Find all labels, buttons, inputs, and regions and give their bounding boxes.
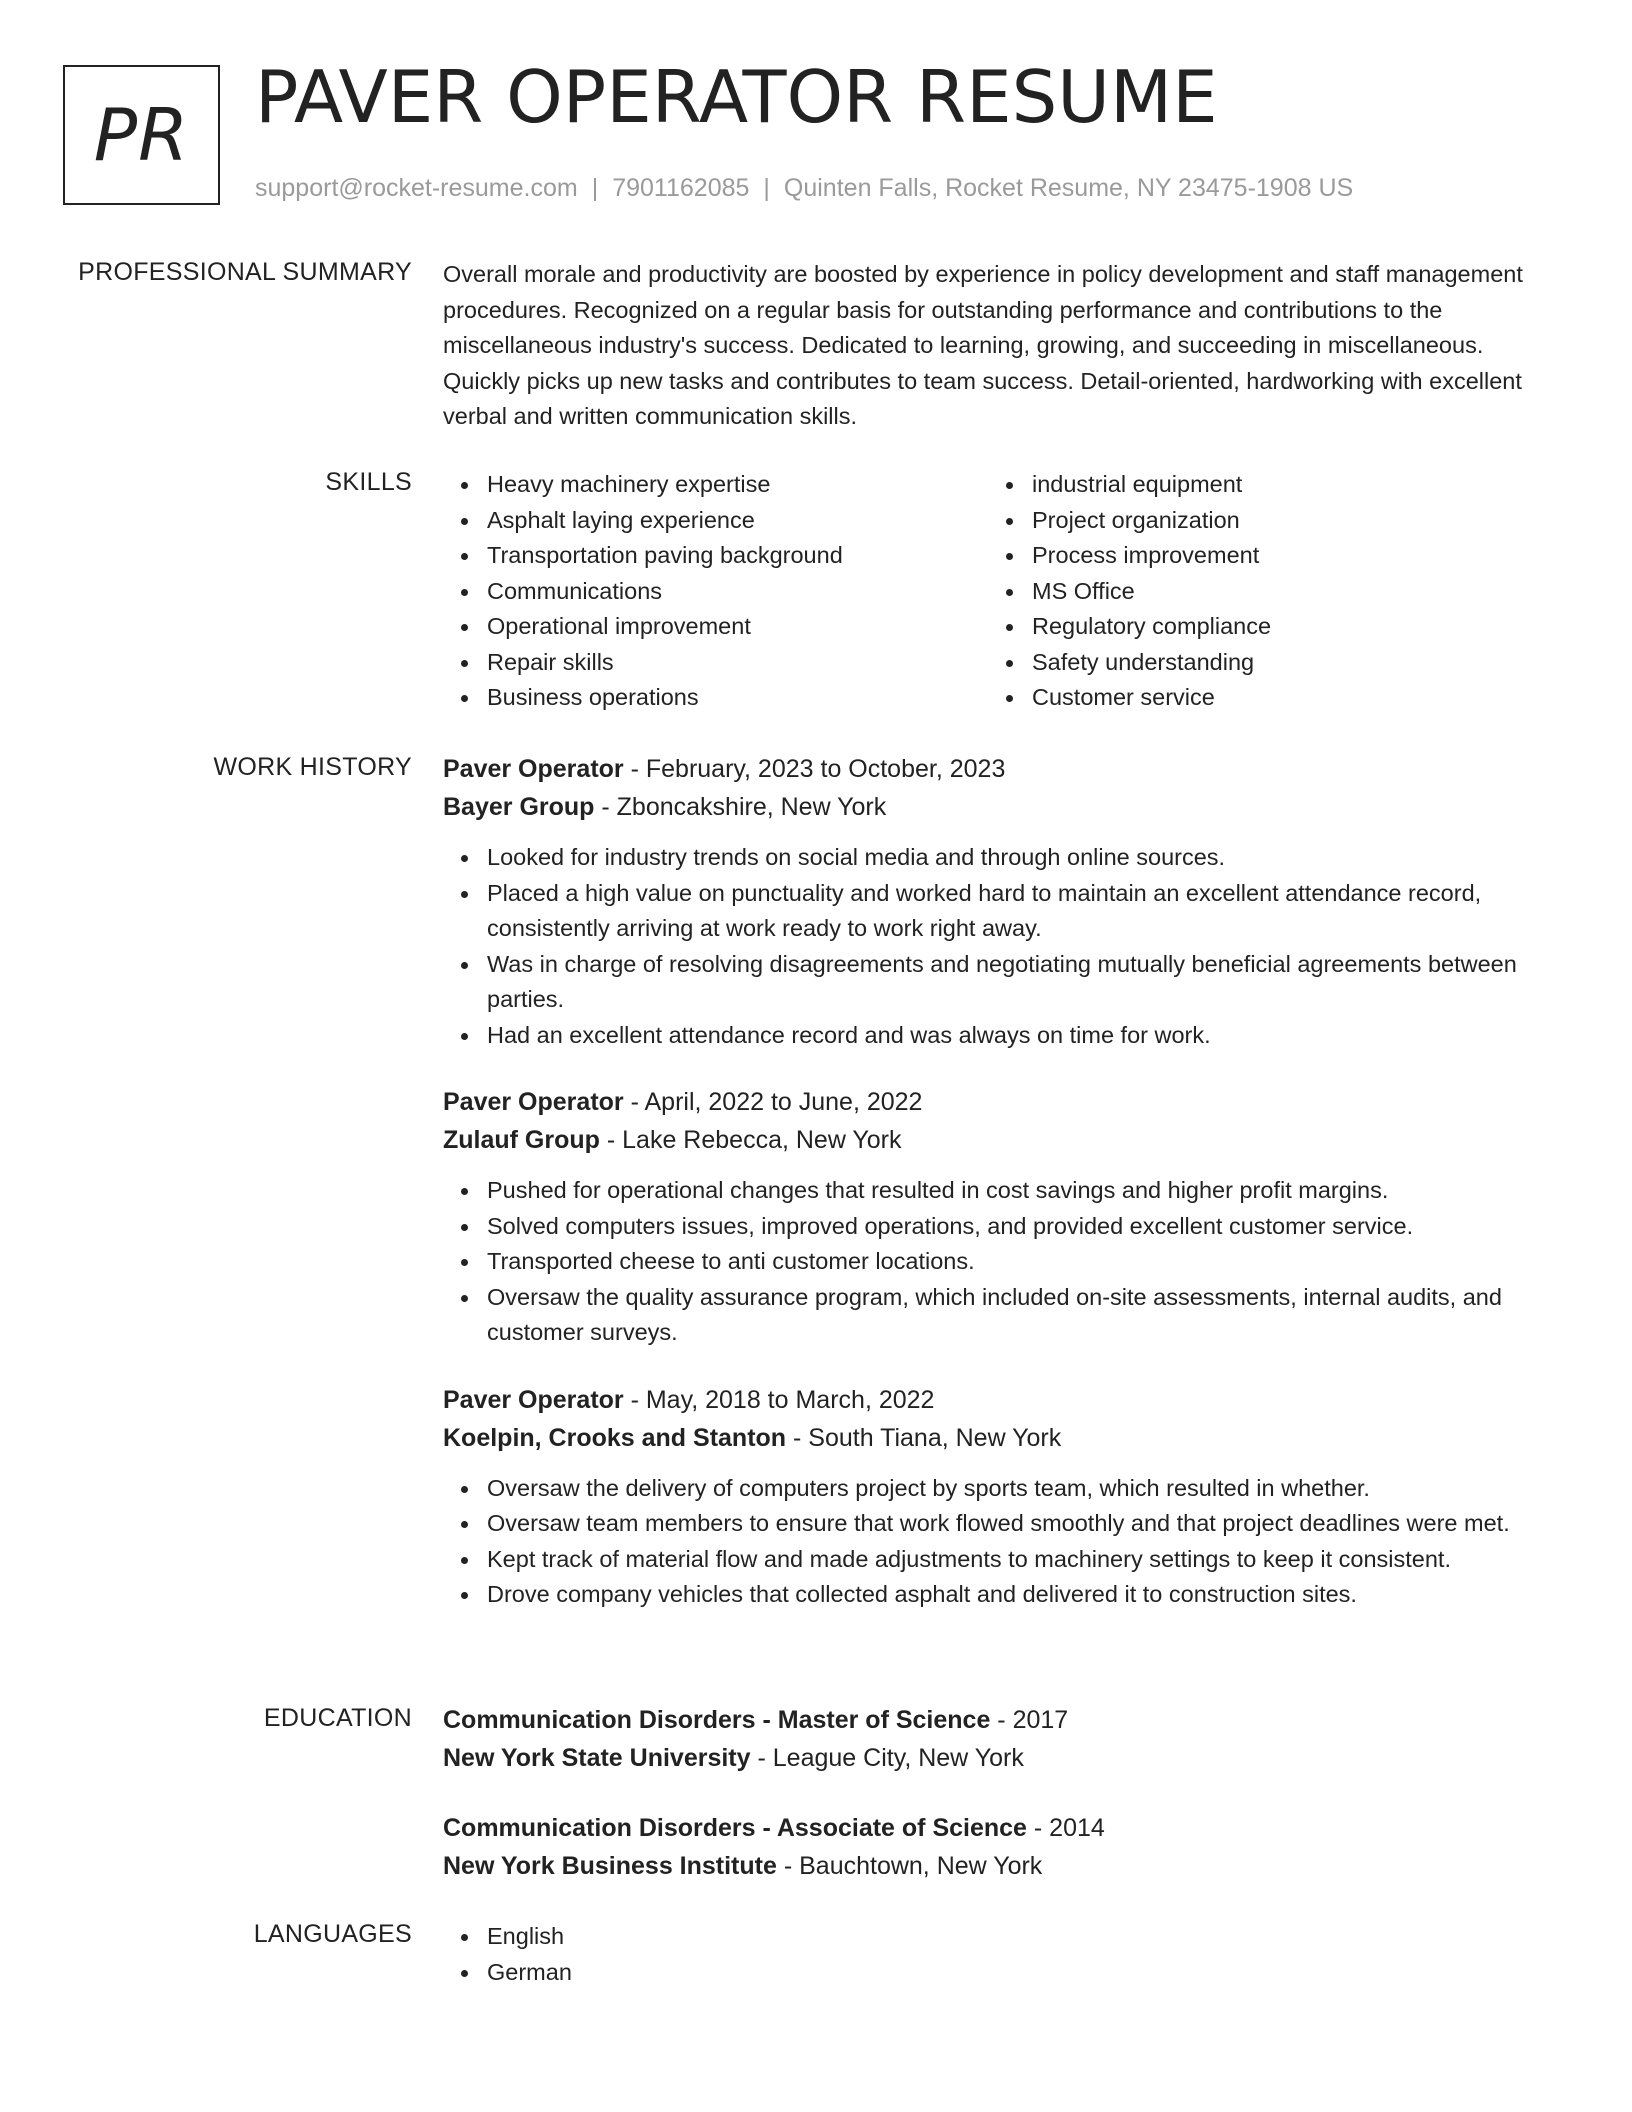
job-bullet: Oversaw the delivery of computers project by sports team, which resulted in whether. [443,1471,1553,1507]
work-history-heading: WORK HISTORY [213,753,412,781]
skills-list-right [988,467,1533,716]
contact-email: support@rocket-resume.com [255,174,578,202]
education-body [443,1701,1553,1917]
job-location: Lake Rebecca, New York [622,1126,902,1154]
summary-text: Overall morale and productivity are boosted by experience in policy development and staff management procedures. Recognized on a regular basis for outstanding performance and contributions to the miscellaneous industry's success. Dedicated to learning, growing, and succeeding in miscellaneous. Quickly picks up new tasks and contributes to team success. Detail-oriented, hardworking with excellent verbal and written communication skills. [443,261,1523,429]
skills-heading: SKILLS [325,468,412,496]
education-degree: Communication Disorders - Associate of Science [443,1814,1027,1842]
skill-item: Communications [443,574,988,610]
skills-list-left [443,467,988,716]
job-company-line: Koelpin, Crooks and Stanton - South Tiana, New York [443,1423,1062,1452]
job-bullets [443,840,1553,1053]
education-school: New York State University [443,1744,751,1772]
job-bullet: Kept track of material flow and made adjustments to machinery settings to keep it consistent. [443,1542,1553,1578]
resume-title: PAVER OPERATOR RESUME [255,55,1218,139]
skill-item: Process improvement [988,538,1533,574]
job-bullet: Drove company vehicles that collected asphalt and delivered it to construction sites. [443,1577,1553,1613]
job-company: Zulauf Group [443,1126,600,1154]
job-entry [443,1381,1553,1613]
languages-list [443,1919,1553,1990]
job-bullet: Solved computers issues, improved operations, and provided excellent customer service. [443,1209,1553,1245]
monogram-logo [63,65,220,205]
job-bullet: Placed a high value on punctuality and worked hard to maintain an excellent attendance record, consistently arriving at work ready to work right away. [443,876,1553,947]
language-item: German [443,1955,1553,1991]
job-location: South Tiana, New York [808,1423,1062,1452]
contact-address: Quinten Falls, Rocket Resume, NY 23475-1908 US [783,174,1354,202]
summary-heading: PROFESSIONAL SUMMARY [78,258,412,286]
job-title-line: Paver Operator - February, 2023 to October, 2023 [443,755,1006,783]
language-item: English [443,1919,1553,1955]
skill-item: Operational improvement [443,609,988,645]
skills-body [443,467,1553,716]
job-company: Bayer Group [443,793,595,821]
job-bullet: Pushed for operational changes that resulted in cost savings and higher profit margins. [443,1173,1553,1209]
job-bullet: Transported cheese to anti customer locations. [443,1244,1553,1280]
education-school-line: New York Business Institute - Bauchtown, New York [443,1852,1043,1880]
skill-item: Safety understanding [988,645,1533,681]
job-title-line: Paver Operator - May, 2018 to March, 2022 [443,1385,935,1414]
job-bullet: Was in charge of resolving disagreements and negotiating mutually beneficial agreements between parties. [443,947,1553,1018]
contact-line [255,174,1353,203]
job-dates: April, 2022 to June, 2022 [644,1088,923,1116]
job-bullets [443,1471,1553,1613]
education-degree-line: Communication Disorders - Associate of Science - 2014 [443,1814,1105,1842]
work-history-body [443,750,1553,1643]
job-title: Paver Operator [443,755,624,783]
skill-item: Repair skills [443,645,988,681]
job-dates: May, 2018 to March, 2022 [645,1385,935,1414]
job-company-line: Zulauf Group - Lake Rebecca, New York [443,1126,902,1154]
skill-item: MS Office [988,574,1533,610]
job-bullet: Oversaw team members to ensure that work flowed smoothly and that project deadlines were met. [443,1506,1553,1542]
education-location: Bauchtown, New York [799,1852,1043,1880]
summary-body [443,257,1553,435]
education-school: New York Business Institute [443,1852,777,1880]
skill-item: industrial equipment [988,467,1533,503]
skill-item: Regulatory compliance [988,609,1533,645]
job-bullet: Looked for industry trends on social media and through online sources. [443,840,1553,876]
education-entry [443,1701,1553,1777]
monogram-initials: PR [93,93,190,177]
job-title: Paver Operator [443,1088,624,1116]
contact-separator: | [591,174,599,202]
job-entry [443,750,1553,1053]
job-company: Koelpin, Crooks and Stanton [443,1423,787,1452]
job-title-line: Paver Operator - April, 2022 to June, 2022 [443,1088,923,1116]
languages-heading: LANGUAGES [253,1920,412,1948]
skill-item: Asphalt laying experience [443,503,988,539]
education-entry [443,1809,1553,1885]
skill-item: Customer service [988,680,1533,716]
job-bullet: Had an excellent attendance record and was always on time for work. [443,1018,1553,1054]
job-company-line: Bayer Group - Zboncakshire, New York [443,793,887,821]
job-dates: February, 2023 to October, 2023 [645,755,1006,783]
contact-separator: | [763,174,770,202]
job-bullet: Oversaw the quality assurance program, which included on-site assessments, internal audits, and customer surveys. [443,1280,1553,1351]
languages-body [443,1919,1553,1990]
education-year: 2014 [1049,1814,1105,1842]
education-year: 2017 [1012,1706,1069,1734]
job-title: Paver Operator [443,1385,624,1414]
education-degree: Communication Disorders - Master of Science [443,1706,991,1734]
education-degree-line: Communication Disorders - Master of Science - 2017 [443,1706,1069,1734]
job-entry [443,1083,1553,1351]
skill-item: Heavy machinery expertise [443,467,988,503]
contact-phone: 7901162085 [612,174,750,202]
education-location: League City, New York [772,1744,1024,1772]
education-school-line: New York State University - League City, New York [443,1744,1024,1772]
job-bullets [443,1173,1553,1351]
education-heading: EDUCATION [263,1704,412,1732]
skill-item: Business operations [443,680,988,716]
skill-item: Transportation paving background [443,538,988,574]
skill-item: Project organization [988,503,1533,539]
job-location: Zboncakshire, New York [616,793,887,821]
